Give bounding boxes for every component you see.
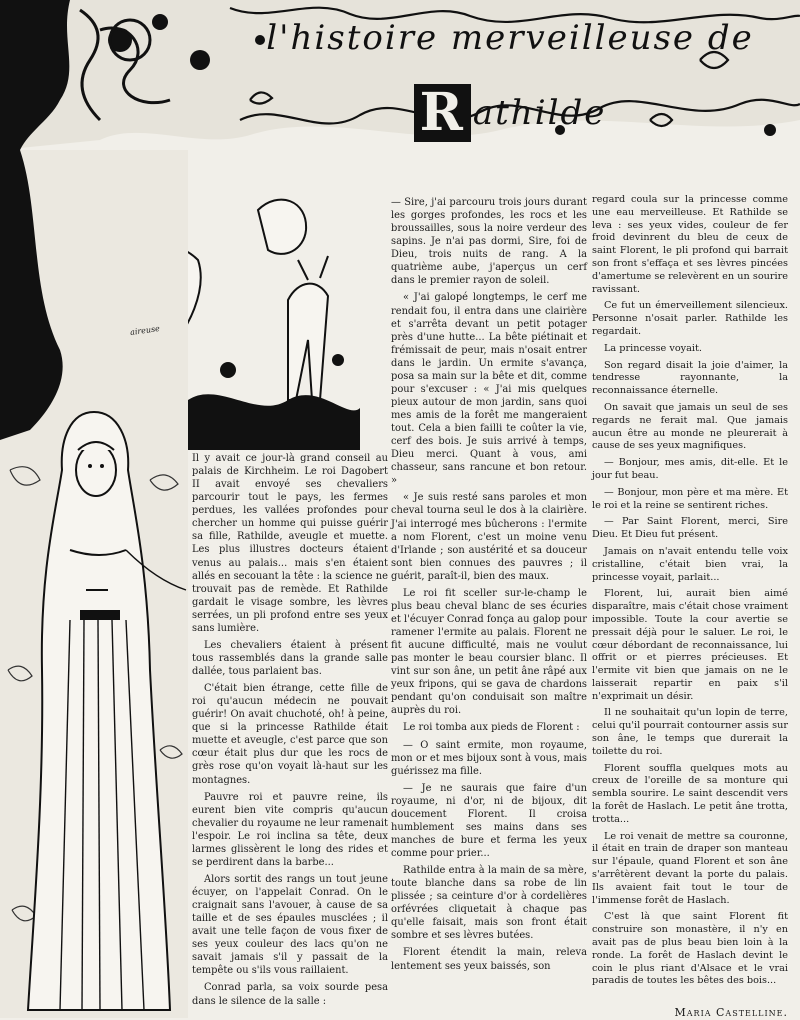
paragraph: — Je ne saurais que faire d'un royaume, ni d'or, ni de bijoux, dit doucement Florent. Il croisa humblement ses mains dans ses manches de bure et ferma les yeux comme pour prier... [391,782,587,859]
princess-rathilde-illustration [0,150,188,1018]
author-signature: Maria Castelline. [674,1006,788,1019]
paragraph: C'était bien étrange, cette fille de roi qu'aucun médecin ne pouvait guérir! On avait chuchoté, oh! à peine, que si la princesse Rathilde était muette et aveugle, c'est parce que son cœur était plus dur que les rocs de grès rose qu'on voyait là-haut sur les montagnes. [192,683,388,786]
paragraph: Les chevaliers étaient à présent tous rassemblés dans la grande salle dallée, tous parlaient bas. [192,639,388,677]
paragraph: Conrad parla, sa voix sourde pesa dans le silence de la salle : [192,982,388,1007]
text-column-2 [391,196,587,977]
ermite-donkey-deer-illustration [188,150,360,450]
paragraph: Son regard disait la joie d'aimer, la tendresse rayonnante, la reconnaissance éternelle. [592,359,788,397]
paragraph: — Bonjour, mon père et ma mère. Et le roi et la reine se sentirent riches. [592,486,788,511]
paragraph: C'est là que saint Florent fit construire son monastère, il n'y en avait pas de plus beau bien loin à la ronde. La forêt de Haslach devint le coin le plus riant d'Alsace et le vrai paradis de toutes les bêtes des bois... [592,911,788,987]
title-rest: athilde [472,93,607,133]
paragraph: Rathilde entra à la main de sa mère, toute blanche dans sa robe de lin plissée ; sa ceinture d'or à cordelières orfévrées cliquetait à chaque pas qu'elle faisait, mais son front était sombre et ses lèvres butées. [391,865,587,942]
paragraph: Alors sortit des rangs un tout jeune écuyer, on l'appelait Conrad. On le craignait sans l'avouer, à cause de sa taille et de ses épaules musclées ; il avait une telle façon de vous fixer de ses yeux couleur des lacs qu'on ne savait jamais s'il y passait de la tempête ou s'ils vous raillaient. [192,873,388,977]
title-line-2 [240,84,780,142]
paragraph: Le roi tomba aux pieds de Florent : [403,722,580,734]
paragraph: Ce fut un émerveillement silencieux. Personne n'osait parler. Rathilde les regardait. [592,300,788,337]
paragraph: — Par Saint Florent, merci, Sire Dieu. Et Dieu fut présent. [592,516,788,541]
paragraph: Le roi venait de mettre sa couronne, il était en train de draper son manteau sur l'épaule, quand Florent et son âne s'arrêtèrent devant la porte du palais. Ils avaient fait tout le tour de l'immense forêt de Haslach. [592,830,788,906]
title-line-1: l'histoire merveilleuse de [266,18,754,58]
paragraph: Pauvre roi et pauvre reine, ils eurent bien vite compris qu'aucun chevalier du royaume ne leur ramenait l'espoir. Le roi inclina sa tête, deux larmes glissèrent le long des rides et se perdirent dans la barbe... [192,791,388,868]
paragraph: — O saint ermite, mon royaume, mon or et mes bijoux sont à vous, mais guérissez ma fille. [391,739,587,777]
paragraph: Jamais on n'avait entendu telle voix cristalline, c'était bien vrai, la princesse voyait, parlait... [592,545,788,583]
paragraph: La princesse voyait. [604,342,702,354]
paragraph: « J'ai galopé longtemps, le cerf me rendait fou, il entra dans une clairière et s'arrêta devant un petit potager près d'une hutte... La bête piétinait et frémissait de peur, mais n'osait entrer dans le jardin. Un ermite s'avança, posa sa main sur la bête et dit, comme pour s'excuser : « J'ai mis quelques pieux autour de mon jardin, sans quoi mes amis de la forêt me mangeraient tout. Cela a bien failli te coûter la vie, cerf des bois. Je suis arrivé à temps, Dieu merci. Quant à vous, ami chasseur, sans rancune et bon retour. » [391,292,587,487]
text-column-1 [192,452,388,1012]
paragraph: — Bonjour, mes amis, dit-elle. Et le jour fut beau. [592,457,788,481]
text-column-3 [592,194,788,992]
paragraph: — Sire, j'ai parcouru trois jours durant les gorges profondes, les rocs et les broussailles, sous la noire verdeur des sapins. Je n'ai pas dormi, Sire, foi de Dieu, trois nuits de rang. A la quatrième aube, j'aperçus un cerf dans le premier rayon de soleil. [391,197,587,287]
paragraph: Florent, lui, aurait bien aimé disparaître, mais c'était chose vraiment impossible. Toute la cour avertie se pressait déjà pour le saluer. Le roi, le cœur débordant de reconnaissance, lui offrit or et pierres précieuses. Et l'ermite vit bien que jamais on ne le laisserait repartir en paix s'il n'exprimait un désir. [592,588,788,702]
article-title [240,18,780,142]
artist-signature: aireuse [129,323,161,338]
paragraph: On savait que jamais un seul de ses regards ne ferait mal. Que jamais aucun être au monde ne pleurerait à cause de ses yeux magnifiques. [592,401,788,452]
paragraph: Il y avait ce jour-là grand conseil au palais de Kirchheim. Le roi Dagobert II avait envoyé ses chevaliers parcourir tout le pays, les fermes perdues, les vallées profondes pour chercher un homme qui puisse guérir sa fille, Rathilde, aveugle et muette. Les plus illustres docteurs étaient venus au palais... mais s'en étaient allés en secouant la tête : la science ne trouvait pas de remède. Et Rathilde gardait le visage sombre, les lèvres serrées, un pli profond entre ses yeux sans lumière. [192,453,388,634]
signature-wrap [592,1000,788,1020]
paragraph: Florent étendit la main, releva lentement ses yeux baissés, son [391,947,587,972]
paragraph: Florent souffla quelques mots au creux de l'oreille de sa monture qui sembla sourire. Le saint descendit vers la forêt de Haslach. Le petit âne trotta, trotta... [592,762,788,825]
paragraph: Le roi fit sceller sur-le-champ le plus beau cheval blanc de ses écuries et l'écuyer Conrad fonça au galop pour ramener l'ermite au palais. Florent ne fit aucune difficulté, mais ne voulut pas monter le beau coursier blanc. Il vint sur son âne, un petit âne râpé aux yeux fripons, qui se gava de chardons pendant qu'on conduisait son maître auprès du roi. [391,587,587,717]
paragraph: Il ne souhaitait qu'un lopin de terre, celui qu'il pourrait contourner assis sur son âne, le temps que durerait la toilette du roi. [592,707,788,757]
paragraph: « Je suis resté sans paroles et mon cheval tourna seul le dos à la clairière. J'ai interrogé mes bûcherons : l'ermite a nom Florent, c'est un moine venu d'Irlande ; son austérité et sa douceur sont bien connues des pauvres ; il guérit, paraît-il, bien des maux. [391,492,587,582]
title-initial-r: R [414,84,471,142]
paragraph: regard coula sur la princesse comme une eau merveilleuse. Et Rathilde se leva : ses yeux vides, couleur de fer froid devinrent du bleu de ceux de saint Florent, le pli profond qui barrait son front s'effaça et ses lèvres pincées d'amertume se relevèrent en un sourire ravissant. [592,194,788,295]
